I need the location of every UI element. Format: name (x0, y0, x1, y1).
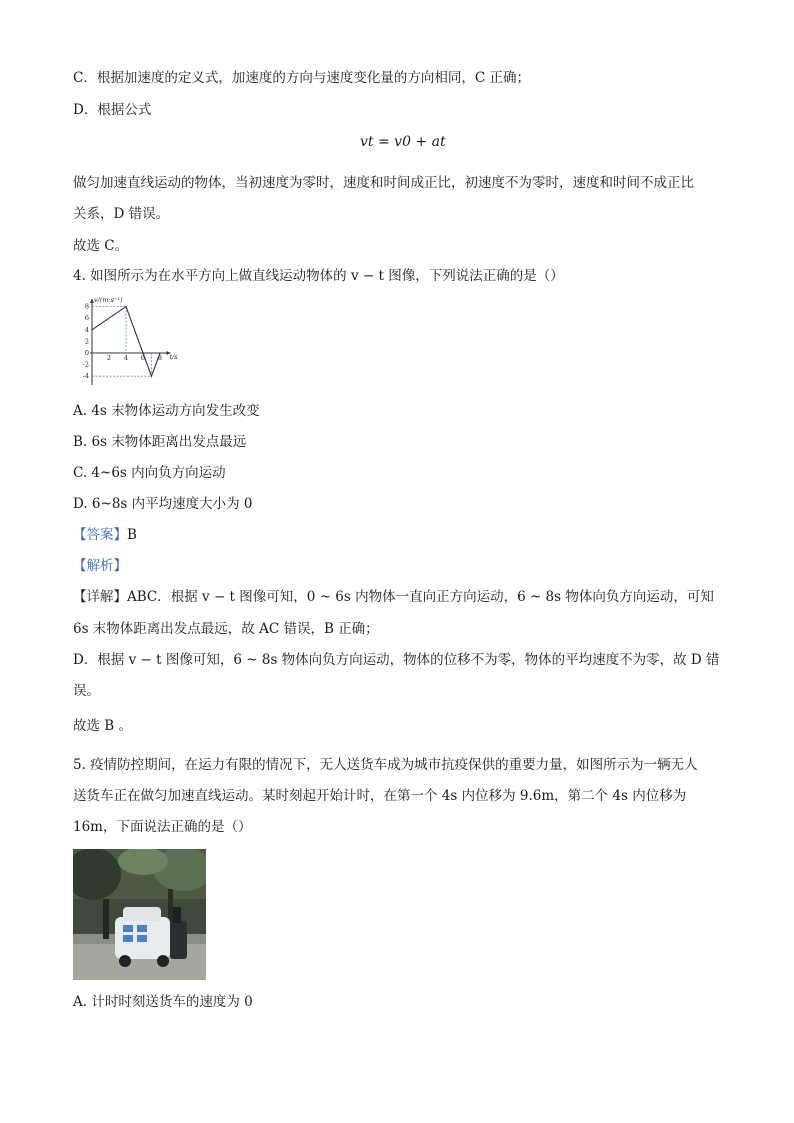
y-axis-label: v/(m·s⁻¹) (94, 296, 123, 304)
analysis-tag: 【解析】 (73, 558, 127, 574)
y-tick-label: 6 (84, 314, 89, 323)
detail-tag: 【详解】 (73, 589, 127, 605)
choose-b-line: 故选 B 。 (73, 718, 133, 734)
answer-value: B (127, 527, 137, 543)
question-5-line-2: 送货车正在做匀加速直线运动。某时刻起开始计时，在第一个 4s 内位移为 9.6m，第二个 4s 内位移为 (73, 788, 687, 804)
x-tick-label: 2 (106, 354, 112, 362)
x-tick-label: 4 (123, 354, 129, 362)
answer-tag: 【答案】 (73, 527, 127, 543)
y-tick-label: -4 (82, 372, 89, 381)
detail-line-2: 6s 末物体距离出发点最远，故 AC 错误，B 正确； (73, 621, 379, 637)
question-5-line-3: 16m，下面说法正确的是（） (73, 819, 252, 835)
x-tick-label: 6 (140, 354, 146, 362)
answer-line (73, 525, 137, 545)
text-line-2: D．根据公式 (73, 102, 152, 118)
option-d: D. 6~8s 内平均速度大小为 0 (73, 496, 253, 512)
data-point (125, 306, 126, 307)
text-line-1: C．根据加速度的定义式，加速度的方向与速度变化量的方向相同，C 正确； (73, 70, 530, 86)
text-line-4: 关系，D 错误。 (73, 206, 170, 222)
option-a: A. 4s 末物体运动方向发生改变 (73, 403, 260, 419)
delivery-vehicle-photo (73, 849, 206, 980)
data-point (159, 352, 160, 353)
question-5-line-1: 5. 疫情防控期间，在运力有限的情况下，无人送货车成为城市抗疫保供的重要力量，如图所示为一辆无人 (73, 757, 698, 773)
text-line-5: 故选 C。 (73, 238, 129, 254)
detail-line-4: 误。 (73, 683, 100, 699)
data-point (151, 376, 152, 377)
option-b: B. 6s 末物体距离出发点最远 (73, 434, 247, 450)
y-tick-label: -2 (82, 360, 89, 369)
option-c: C. 4~6s 内向负方向运动 (73, 465, 226, 481)
analysis-line (73, 556, 127, 576)
data-point (91, 329, 92, 330)
detail-line-1 (73, 587, 714, 607)
vt-chart (78, 294, 178, 394)
detail-line-3: D．根据 v − t 图像可知，6 ~ 8s 物体向负方向运动，物体的位移不为零，物体的平均速度不为零，故 D 错 (73, 652, 720, 668)
question-5-option-a: A. 计时时刻送货车的速度为 0 (73, 994, 253, 1010)
velocity-line (92, 307, 163, 377)
y-tick-label: 2 (84, 337, 89, 346)
y-tick-label: 0 (84, 349, 89, 357)
data-point (142, 352, 143, 353)
x-axis-label: t/s (169, 353, 178, 361)
detail-text-1: ABC．根据 v − t 图像可知，0 ~ 6s 内物体一直向正方向运动，6 ~ 8s 物体向负方向运动，可知 (127, 589, 714, 605)
formula: vt = v0 + at (360, 134, 446, 150)
y-tick-label: 8 (84, 302, 89, 311)
question-4: 4. 如图所示为在水平方向上做直线运动物体的 v − t 图像，下列说法正确的是（） (73, 268, 564, 284)
text-line-3: 做匀加速直线运动的物体，当初速度为零时，速度和时间成正比，初速度不为零时，速度和时间不成正比 (73, 175, 694, 191)
x-tick-label: 8 (157, 354, 163, 362)
y-tick-label: 4 (84, 325, 89, 334)
